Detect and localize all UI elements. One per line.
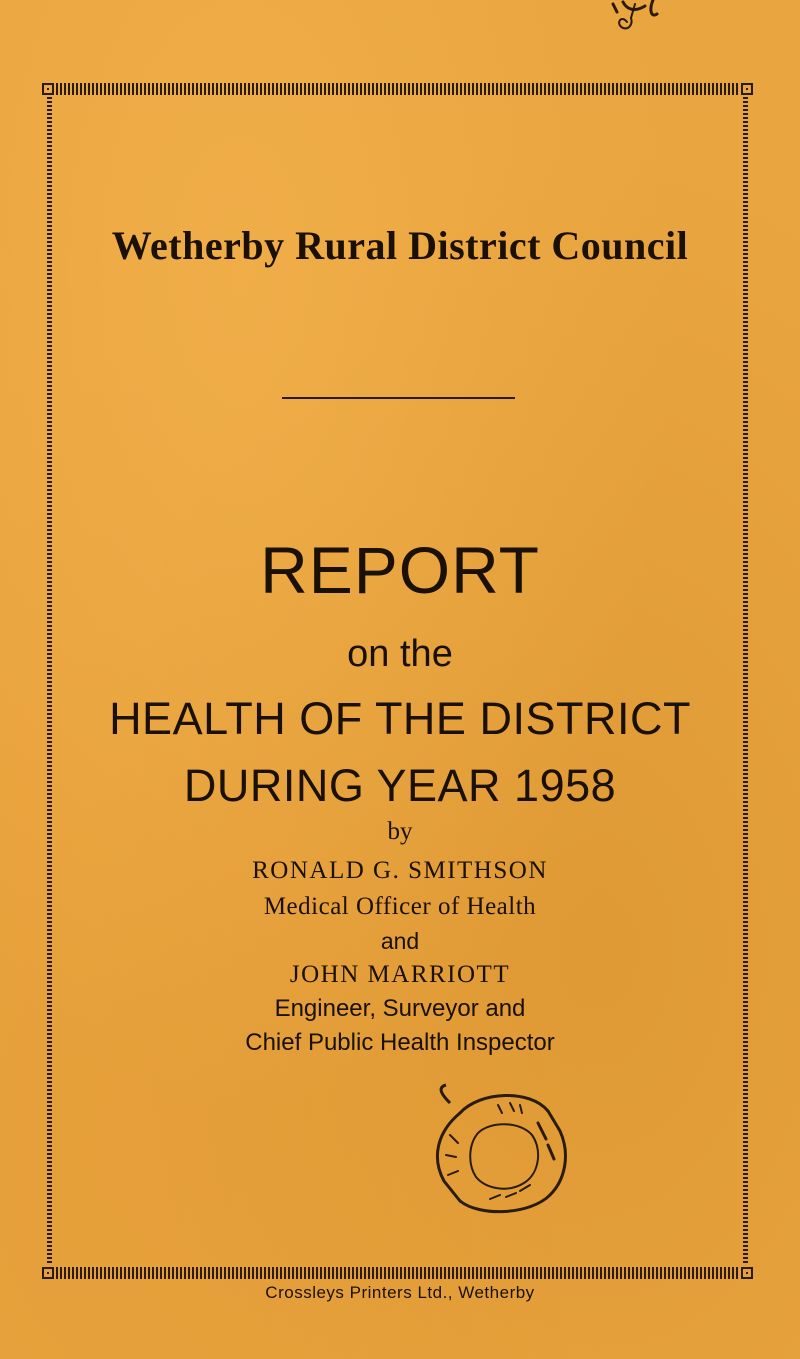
medical-officer-name: RONALD G. SMITHSON [252,857,548,884]
engineer-name: JOHN MARRIOTT [289,961,511,988]
border-corner-bottom-right [741,1267,753,1279]
border-right [743,97,748,1265]
medical-officer-role: Medical Officer of Health [263,893,537,920]
border-left [47,97,52,1265]
engineer-role-line1: Engineer, Surveyor and [274,995,526,1022]
report-period: DURING YEAR 1958 [183,760,617,811]
border-top [56,83,739,95]
library-stamp-icon [420,1083,580,1223]
border-bottom [56,1267,739,1279]
border-corner-bottom-left [42,1267,54,1279]
engineer-role-line2: Chief Public Health Inspector [245,1029,555,1056]
printer-credit: Crossleys Printers Ltd., Wetherby [265,1283,535,1302]
border-corner-top-left [42,83,54,95]
council-title: Wetherby Rural District Council [111,223,689,268]
conjunction-and: and [380,928,420,954]
horizontal-rule [282,397,515,399]
by-line: by [387,818,413,845]
report-heading: REPORT [260,533,540,607]
report-subject: HEALTH OF THE DISTRICT [109,693,691,744]
report-on-the: on the [347,633,453,675]
handwritten-mark-icon [605,0,665,30]
border-corner-top-right [741,83,753,95]
